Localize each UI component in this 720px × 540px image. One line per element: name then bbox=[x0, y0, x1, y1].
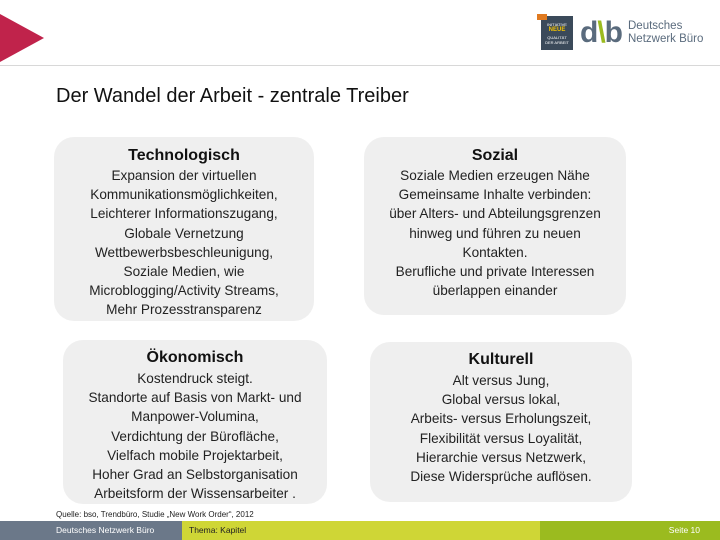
box-oekonomisch bbox=[63, 340, 327, 504]
box-sozial bbox=[364, 137, 626, 315]
box-line: Mehr Prozesstransparenz bbox=[106, 302, 262, 318]
box-line: Soziale Medien, wie bbox=[123, 264, 245, 280]
box-line: Gemeinsame Inhalte verbinden: bbox=[398, 187, 592, 203]
box-line: Vielfach mobile Projektarbeit, bbox=[107, 447, 283, 463]
box-line: Kommunikationsmöglichkeiten, bbox=[90, 187, 278, 203]
box-line: überlappen einander bbox=[432, 283, 558, 299]
logo-letter-d: d bbox=[580, 16, 598, 49]
box-line: Verdichtung der Bürofläche, bbox=[111, 428, 279, 444]
initiative-badge-logo bbox=[541, 16, 573, 50]
box-line: Hierarchie versus Netzwerk, bbox=[416, 449, 586, 465]
box-line: Diese Widersprüche auflösen. bbox=[410, 469, 592, 485]
box-kulturell-heading: Kulturell bbox=[468, 351, 534, 368]
box-line: Kontakten. bbox=[462, 244, 528, 260]
box-line: über Alters- und Abteilungsgrenzen bbox=[389, 206, 601, 222]
box-line: Expansion der virtuellen bbox=[111, 168, 257, 183]
box-technologisch-heading: Technologisch bbox=[128, 147, 240, 164]
box-sozial-heading: Sozial bbox=[471, 147, 519, 164]
box-line: Microblogging/Activity Streams, bbox=[89, 283, 279, 299]
footer-org: Deutsches Netzwerk Büro bbox=[0, 521, 182, 540]
slide-title: Der Wandel der Arbeit - zentrale Treiber bbox=[56, 85, 409, 107]
box-line: Alt versus Jung, bbox=[452, 373, 550, 388]
header-divider bbox=[0, 65, 720, 66]
badge-orange-flag bbox=[537, 14, 547, 20]
box-sozial-body bbox=[364, 166, 626, 300]
logo-text-line-2: Netzwerk Büro bbox=[628, 33, 704, 45]
logo-text-line-1: Deutsches bbox=[628, 20, 683, 32]
box-line: Berufliche und private Interessen bbox=[395, 264, 595, 280]
box-line: hinweg und führen zu neuen bbox=[409, 225, 581, 241]
source-note: Quelle: bso, Trendbüro, Studie „New Work Order“, 2012 bbox=[56, 510, 254, 519]
footer-bar bbox=[0, 521, 720, 540]
badge-line-1: INITIATIVE bbox=[547, 22, 567, 27]
box-line: Leichterer Informationszugang, bbox=[90, 206, 278, 222]
box-kulturell-body bbox=[370, 371, 632, 486]
box-line: Global versus lokal, bbox=[441, 392, 561, 408]
box-line: Manpower-Volumina, bbox=[131, 409, 259, 425]
box-oekonomisch-heading: Ökonomisch bbox=[146, 349, 244, 366]
footer-page-number: Seite 10 bbox=[540, 521, 720, 540]
box-line: Flexibilität versus Loyalität, bbox=[419, 430, 583, 446]
box-technologisch-body bbox=[54, 166, 314, 320]
logo-letter-b: b bbox=[604, 16, 622, 49]
box-technologisch bbox=[54, 137, 314, 321]
footer-topic: Thema: Kapitel bbox=[182, 521, 540, 540]
badge-line-3: QUALITÄT bbox=[547, 35, 567, 40]
box-oekonomisch-body bbox=[63, 369, 327, 503]
box-line: Soziale Medien erzeugen Nähe bbox=[400, 168, 590, 183]
box-line: Arbeits- versus Erholungszeit, bbox=[410, 411, 592, 427]
box-line: Standorte auf Basis von Markt- und bbox=[88, 390, 302, 406]
box-line: Hoher Grad an Selbstorganisation bbox=[92, 467, 298, 483]
red-triangle-marker bbox=[0, 14, 44, 62]
badge-line-4: DER ARBEIT bbox=[545, 40, 569, 45]
box-kulturell bbox=[370, 342, 632, 502]
logo-slash: \ bbox=[597, 16, 605, 49]
dnb-logo-mark bbox=[580, 16, 622, 50]
badge-line-2: NEUE bbox=[548, 27, 566, 33]
box-line: Kostendruck steigt. bbox=[137, 371, 253, 386]
box-line: Arbeitsform der Wissensarbeiter . bbox=[94, 486, 296, 502]
box-line: Wettbewerbsbeschleunigung, bbox=[94, 244, 274, 260]
dnb-logo-text bbox=[628, 20, 703, 46]
box-line: Globale Vernetzung bbox=[124, 225, 244, 241]
